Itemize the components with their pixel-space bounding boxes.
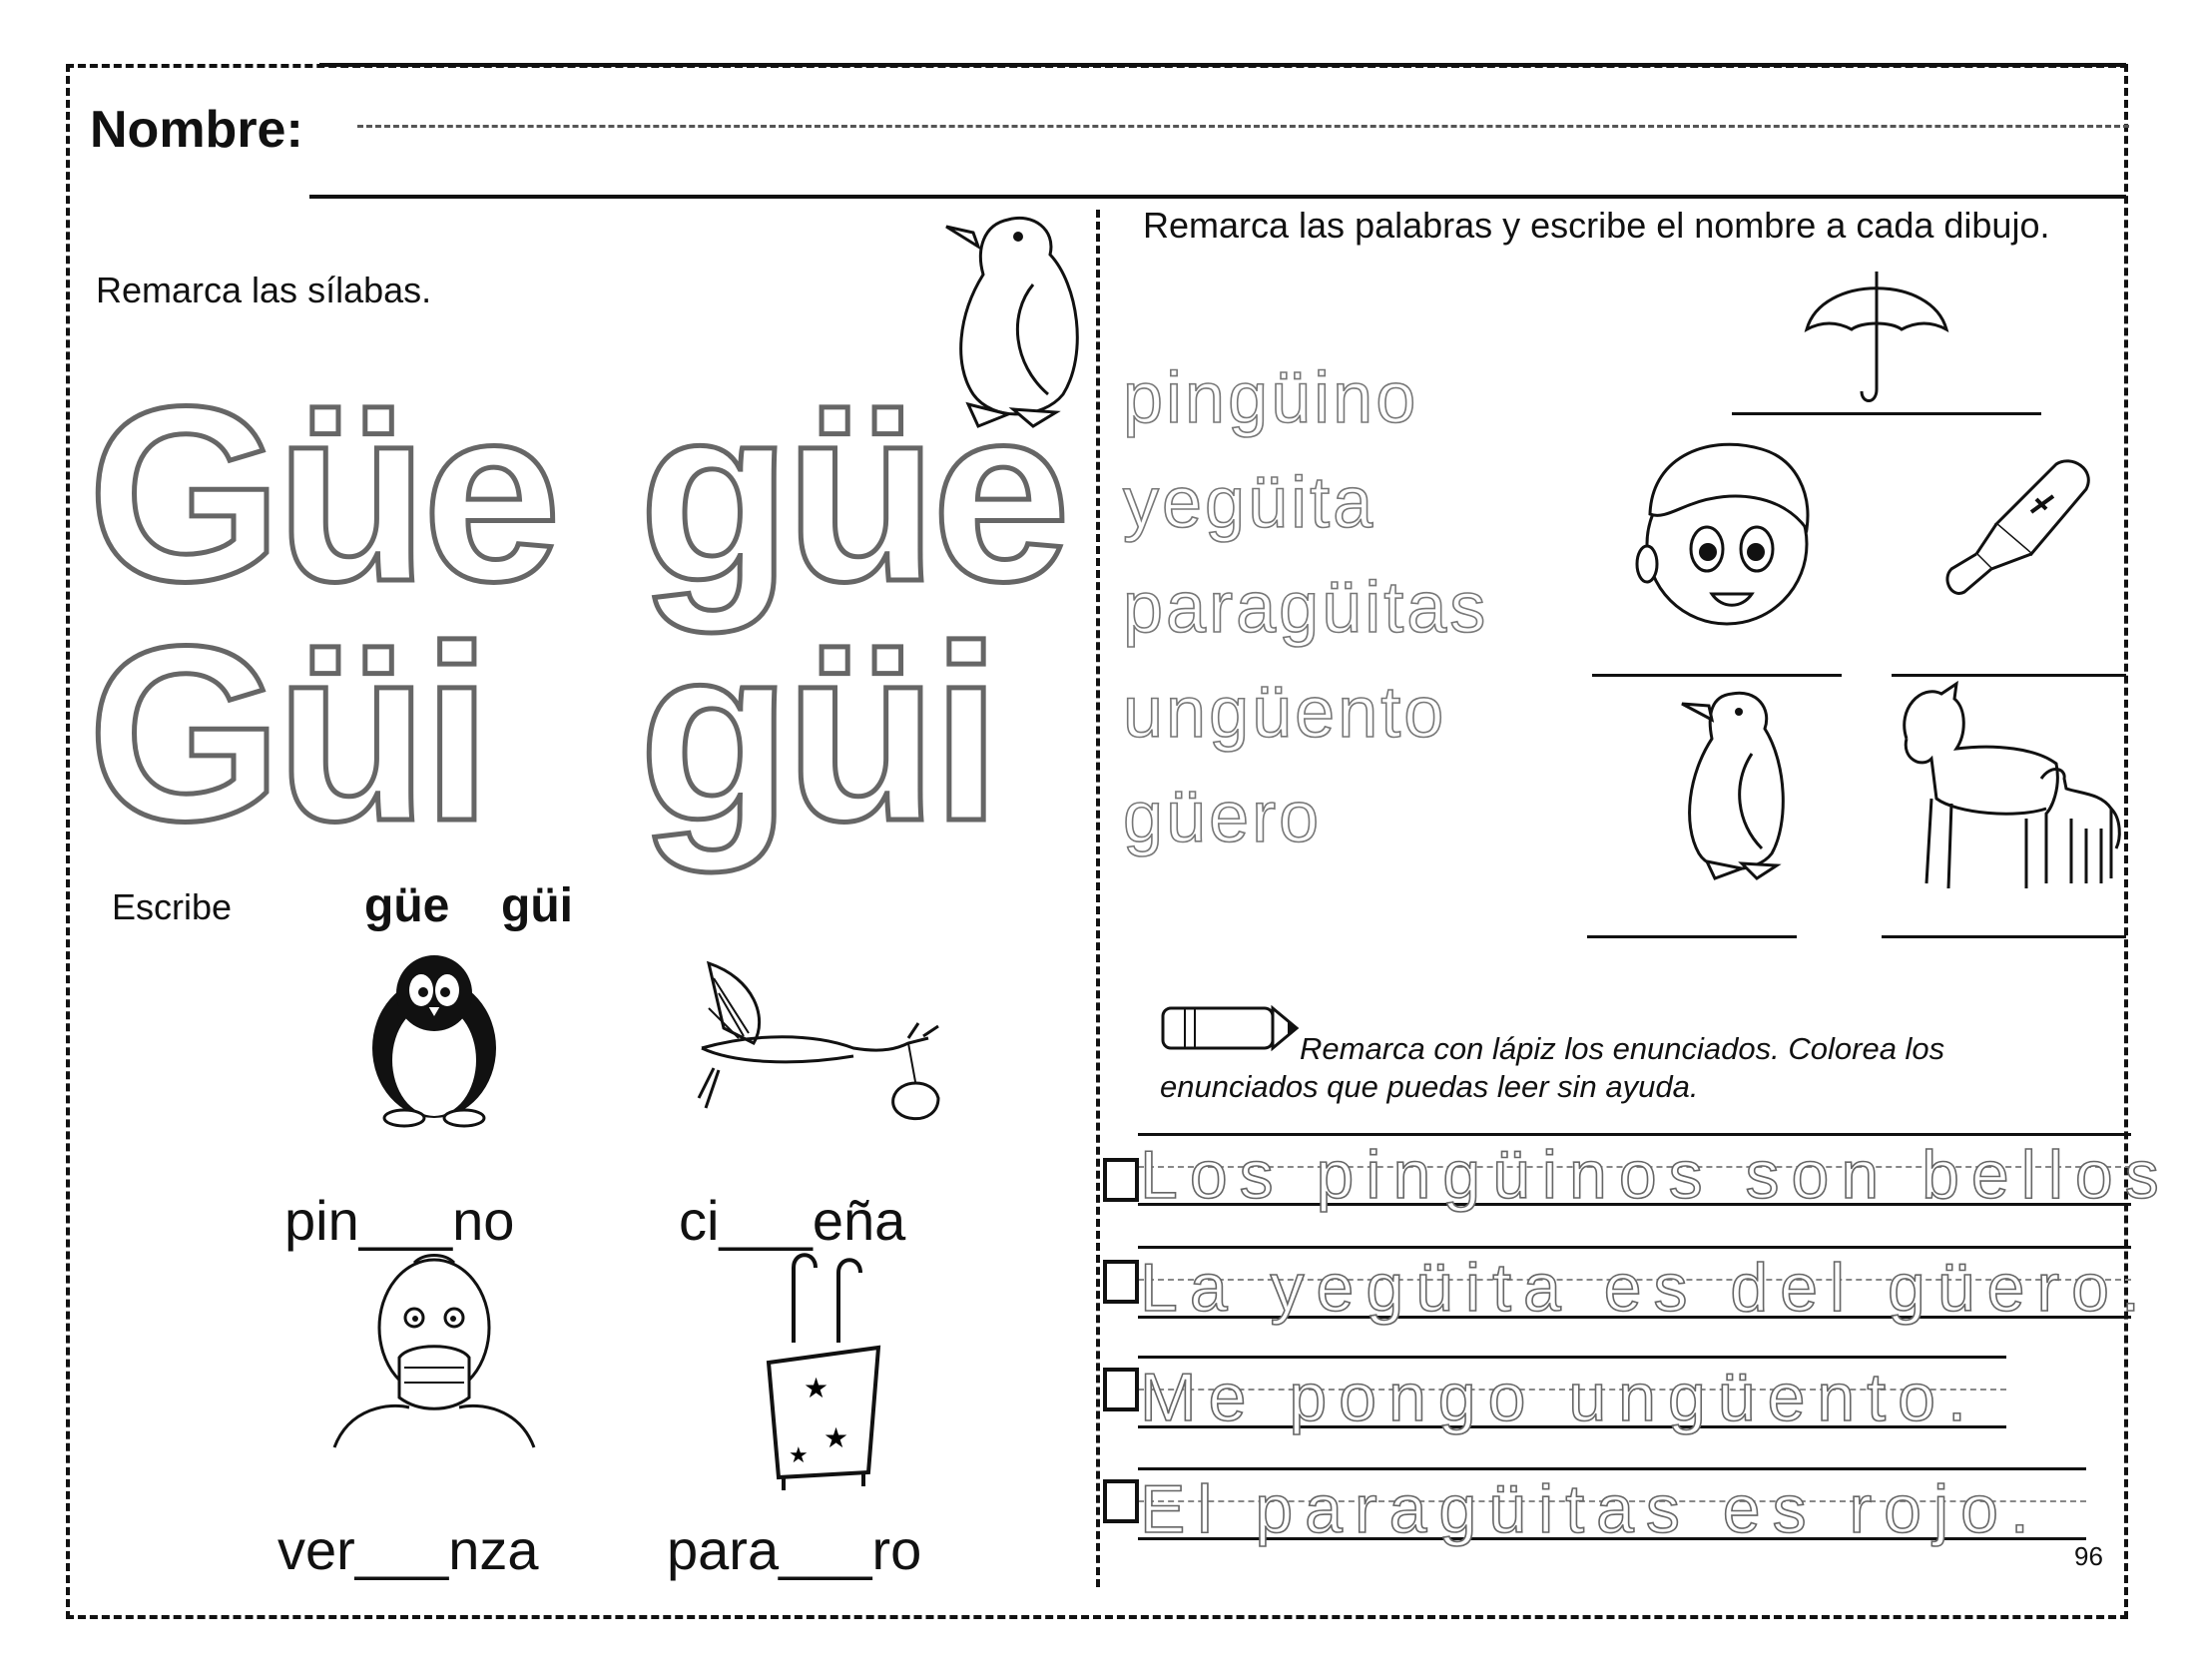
boy-face-icon — [1622, 434, 1822, 634]
syllable-option-gui: güi — [501, 879, 573, 932]
big-syllable-gue-upper: Güe — [88, 354, 556, 633]
sentence-4-checkbox[interactable] — [1103, 1479, 1139, 1523]
big-syllable-gui-upper: Güi — [88, 594, 486, 872]
horse-and-foal-icon — [1887, 679, 2126, 893]
svg-text:★: ★ — [824, 1421, 849, 1454]
fill-word-4[interactable]: para___ro — [667, 1518, 922, 1581]
answer-line-penguin[interactable] — [1587, 935, 1797, 938]
ointment-tube-icon — [1936, 444, 2106, 604]
column-divider — [1096, 210, 1100, 1587]
penguin-icon — [1677, 684, 1792, 883]
trace-word-5: güero — [1123, 778, 1323, 857]
embarrassed-man-icon — [329, 1248, 539, 1477]
svg-text:★: ★ — [804, 1372, 829, 1404]
trace-sentence-3: Me pongo ungüento. — [1140, 1360, 1978, 1435]
big-syllable-gue-lower: güe — [639, 354, 1065, 633]
fill-word-1[interactable]: pin___no — [284, 1189, 515, 1252]
trace-word-1: pingüino — [1123, 358, 1419, 438]
umbrella-icon — [1802, 260, 1951, 409]
answer-line-boy[interactable] — [1592, 674, 1842, 677]
umbrella-stand-icon — [754, 1253, 893, 1492]
fill-word-2[interactable]: ci___eña — [679, 1189, 906, 1252]
stork-icon — [694, 948, 963, 1143]
trace-sentence-1: Los pingüinos son bellos — [1140, 1137, 2171, 1213]
trace-word-4: ungüento — [1123, 673, 1447, 753]
words-instruction: Remarca las palabras y escribe el nombre a cada dibujo. — [1143, 205, 2050, 246]
syllable-option-gue: güe — [364, 879, 450, 932]
answer-line-horse[interactable] — [1882, 935, 2126, 938]
write-label: Escribe — [112, 886, 233, 927]
trace-sentence-4: El paragüitas es rojo. — [1140, 1471, 2041, 1547]
top-rule — [319, 63, 2126, 67]
sentences-instruction: Remarca con lápiz los enunciados. Colorea los enunciados que puedas leer sin ayuda. — [1160, 1031, 1945, 1104]
header-rule — [309, 195, 2126, 199]
answer-line-ointment[interactable] — [1892, 674, 2126, 677]
sentence-2-checkbox[interactable] — [1103, 1260, 1139, 1304]
trace-sentence-2: La yegüita es del güero. — [1140, 1250, 2152, 1326]
name-write-line[interactable] — [357, 125, 2129, 128]
page-number: 96 — [2074, 1541, 2103, 1571]
sentence-1-checkbox[interactable] — [1103, 1158, 1139, 1202]
svg-text:★: ★ — [789, 1443, 809, 1468]
big-syllable-gui-lower: güi — [639, 594, 995, 872]
penguin-icon — [359, 948, 509, 1128]
sentence-3-checkbox[interactable] — [1103, 1368, 1139, 1411]
name-label: Nombre: — [90, 101, 303, 159]
answer-line-umbrella[interactable] — [1732, 412, 2041, 415]
syllables-instruction: Remarca las sílabas. — [96, 270, 432, 310]
fill-word-3[interactable]: ver___nza — [277, 1518, 539, 1581]
trace-word-3: paragüitas — [1123, 568, 1489, 648]
trace-word-2: yegüita — [1123, 463, 1376, 543]
